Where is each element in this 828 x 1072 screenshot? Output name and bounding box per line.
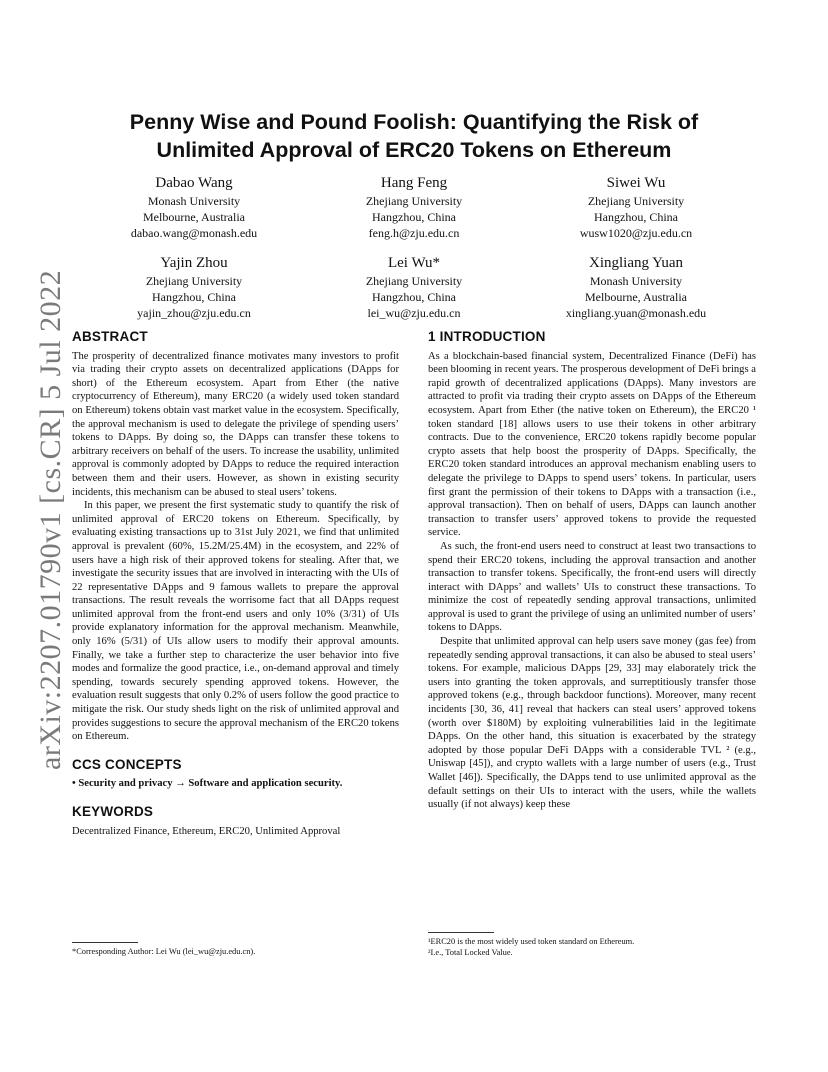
intro-paragraph-2: As such, the front-end users need to construct at least two transactions to spend their ERC20 tokens, including the approval transaction and another transaction to transfer tokens. Specifically, the front-end users will directly interact with DApps’ and wallets’ UIs to construct these transactions. To minimize the cost of repeatedly sending approval transactions, unlimited approval is used to grant the privilege of using an unlimited number of users’ tokens to DApps. [428, 540, 756, 634]
author-affiliation: Zhejiang University [587, 194, 685, 208]
footnote-rule [72, 942, 138, 943]
right-column [428, 330, 756, 812]
author-location: Melbourne, Australia [585, 290, 687, 304]
right-footnotes [428, 932, 756, 958]
introduction-heading: 1 INTRODUCTION [428, 329, 546, 344]
author-name: Lei Wu* [387, 255, 441, 271]
author-block [94, 254, 294, 321]
arxiv-stamp-text: arXiv:2207.01790v1 [cs.CR] 5 Jul 2022 [34, 269, 67, 770]
author-name: Xingliang Yuan [588, 255, 683, 271]
intro-paragraph-3: Despite that unlimited approval can help users save money (gas fee) from repeatedly sending approval transactions, it can also be abused to steal users’ tokens. For example, malicious DApps [29, 33] may elaborately trick the users into granting the token approvals, and surreptitiously transfer those approved tokens (e.g., through backdoor functions). Moreover, many recent incidents [30, 36, 41] reveal that hackers can steal users’ approved tokens (worth over $180M) by exploiting vulnerabilities laid in the legitimate DApps. On the other hand, this situation is exacerbated by the strategy adopted by those popular DeFi DApps with a considerable TVL ² (e.g., Uniswap [45]), and crypto wallets with a large number of users (e.g., Trust Wallet [46]). Specifically, the DApps tend to use unlimited approval as the default settings on their UIs to interact with the users, while the wallets usually (if not always) keep these [428, 636, 756, 811]
left-column [72, 330, 399, 838]
abstract-paragraph-1: The prosperity of decentralized finance motivates many investors to profit via trading their crypto assets on decentralized applications (DApps for short) of the Ethereum ecosystem. Apart from Ether (the native cryptocurrency of Ethereum), many ERC20 (a widely used token standard on Ethereum) tokens obtain vast market value in the ecosystem. Specifically, the approval mechanism is used to delegate the privilege of spending users’ tokens to DApps. By doing so, the DApps can transfer these tokens to arbitrary receivers on behalf of the users. To increase the usability, unlimited approval is commonly adopted by DApps to reduce the required interaction between them and their users. However, as shown in existing security incidents, this mechanism can be abused to steal users’ tokens. [72, 350, 399, 498]
author-affiliation: Monash University [147, 194, 241, 208]
author-location: Hangzhou, China [594, 210, 678, 224]
abstract-heading: ABSTRACT [72, 329, 148, 344]
author-name: Siwei Wu [606, 175, 666, 191]
paper-title [70, 108, 758, 164]
abstract-paragraph-2: In this paper, we present the first systematic study to quantify the risk of unlimited approval of ERC20 tokens on Ethereum. Specifically, by evaluating existing transactions up to 31st July 2021, we find that unlimited approval is prevalent (60%, 15.2M/25.4M) in the ecosystem, and 22% of users have a high risk of their approved tokens for stealing. After that, we investigate the security issues that are involved in interacting with the UIs of 22 representative DApps and 9 famous wallets to prepare the approval transactions. The result reveals the worrisome fact that all DApps request unlimited approval from the front-end users and only 10% (3/31) of UIs provide explanatory information for the approval mechanism. Meanwhile, only 16% (5/31) of UIs allow users to modify their approval amounts. Finally, we take a further step to characterize the user behavior into five modes and formalize the good practice, i.e., on-demand approval and timely spending, towards securely spending approved tokens. However, the evaluation result suggests that only 0.2% of users follow the good practice to mitigate the risk. Our study sheds light on the risk of unlimited approval and provides suggestions to secure the approval mechanism of the ERC20 tokens on Ethereum. [72, 500, 399, 743]
author-name: Dabao Wang [155, 175, 233, 191]
author-block [536, 174, 736, 241]
title-line-1: Penny Wise and Pound Foolish: Quantifying the Risk of [129, 110, 699, 134]
author-name: Yajin Zhou [160, 255, 228, 271]
arxiv-stamp [14, 269, 67, 770]
author-location: Hangzhou, China [152, 290, 236, 304]
author-location: Hangzhou, China [372, 210, 456, 224]
keywords-heading: KEYWORDS [72, 804, 154, 819]
author-affiliation: Zhejiang University [365, 274, 463, 288]
author-email: dabao.wang@monash.edu [130, 226, 258, 240]
author-affiliation: Zhejiang University [145, 274, 243, 288]
author-name: Hang Feng [380, 175, 448, 191]
author-location: Hangzhou, China [372, 290, 456, 304]
author-location: Melbourne, Australia [143, 210, 245, 224]
author-email: wusw1020@zju.edu.cn [579, 226, 693, 240]
ccs-text: • Security and privacy → Software and application security. [72, 778, 343, 790]
author-email: xingliang.yuan@monash.edu [565, 306, 707, 320]
author-affiliation: Zhejiang University [365, 194, 463, 208]
author-email: yajin_zhou@zju.edu.cn [137, 306, 251, 320]
title-line-2: Unlimited Approval of ERC20 Tokens on Ethereum [156, 138, 672, 162]
author-email: feng.h@zju.edu.cn [368, 226, 460, 240]
left-footnotes [72, 942, 399, 957]
author-block [314, 174, 514, 241]
corresponding-author-note: *Corresponding Author: Lei Wu (lei_wu@zju.edu.cn). [72, 947, 256, 956]
footnote-rule [428, 932, 494, 933]
ccs-heading: CCS CONCEPTS [72, 756, 182, 772]
author-affiliation: Monash University [589, 274, 683, 288]
footnote-2: ²I.e., Total Locked Value. [428, 948, 513, 957]
keywords-text: Decentralized Finance, Ethereum, ERC20, Unlimited Approval [72, 825, 341, 837]
footnote-1: ¹ERC20 is the most widely used token standard on Ethereum. [428, 937, 635, 946]
author-block [314, 254, 514, 321]
author-email: lei_wu@zju.edu.cn [367, 306, 461, 320]
author-block [536, 254, 736, 321]
author-block [94, 174, 294, 241]
intro-paragraph-1: As a blockchain-based financial system, Decentralized Finance (DeFi) has been blooming in recent years. The prosperous development of DeFi brings a rapid growth of decentralized applications (DApps). Many investors are attracted to profit via trading their crypto assets on DApps of the Ethereum ecosystem. Apart from Ether (the native token on Ethereum), the ERC20 ¹ token standard [18] allows users to use their tokens in other arbitrary contracts. Due to the convenience, ERC20 tokens rapidly become popular crypto assets that help boost the prosperity of DApps. Specifically, the ERC20 token standard introduces an approval mechanism enabling users to delegate the privilege to DApps to spend users’ tokens. In particular, users first grant the permission of their tokens to DApps with a transaction (i.e., approval transaction). Then on behalf of users, DApps can launch another transaction to transfer users’ approved tokens to provide the requested service. [428, 350, 756, 539]
